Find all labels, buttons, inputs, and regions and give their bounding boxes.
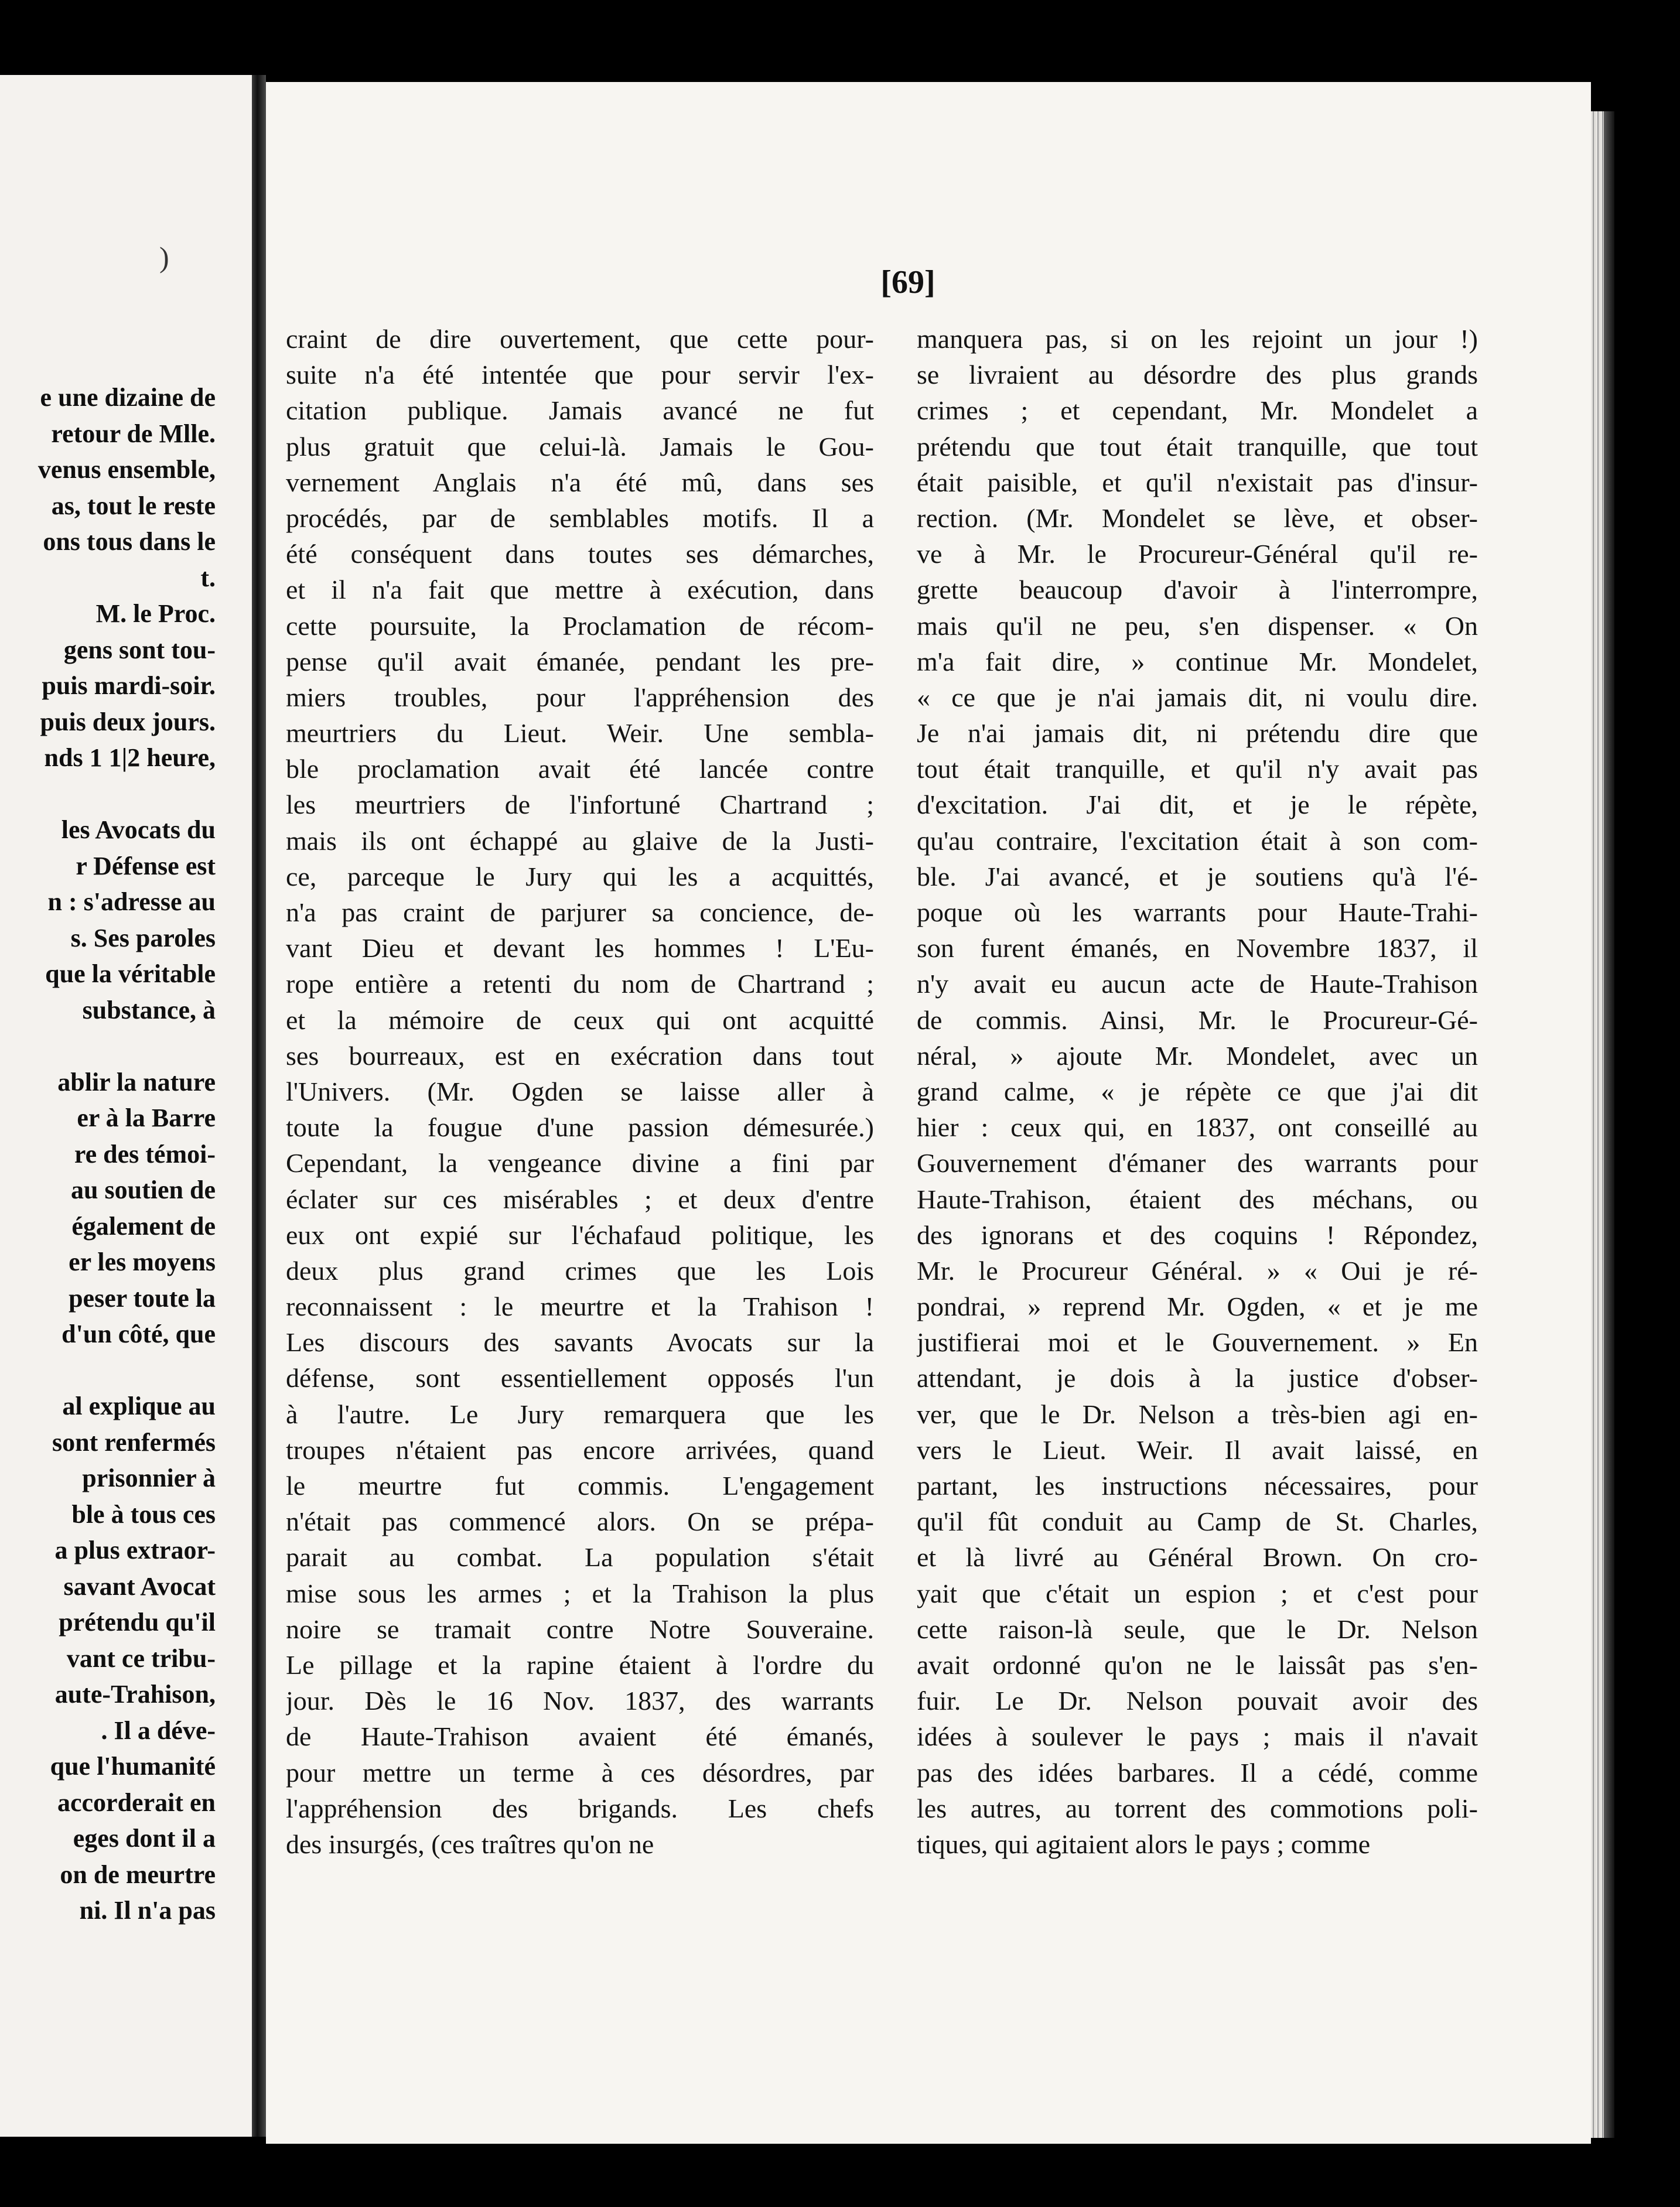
text-line: procédés, par de semblables motifs. Il a xyxy=(286,503,874,533)
text-line: vernement Anglais n'a été mû, dans ses xyxy=(286,467,874,497)
text-line: Je n'ai jamais dit, ni prétendu dire que xyxy=(917,718,1478,749)
text-line: et la mémoire de ceux qui ont acquitté xyxy=(286,1005,874,1035)
previous-page-line: ni. Il n'a pas xyxy=(79,1896,216,1925)
text-line: mais qu'il ne peu, s'en dispenser. « On xyxy=(917,610,1478,641)
text-line: pour mettre un terme à ces désordres, par xyxy=(286,1757,874,1788)
text-line: Les discours des savants Avocats sur la xyxy=(286,1327,874,1358)
text-line: n'était pas commencé alors. On se prépa- xyxy=(286,1506,874,1537)
text-line: Le pillage et la rapine étaient à l'ordre du xyxy=(286,1649,874,1680)
previous-page-line: al explique au xyxy=(62,1392,216,1420)
text-line: m'a fait dire, » continue Mr. Mondelet, xyxy=(917,646,1478,677)
text-line: pondrai, » reprend Mr. Ogden, « et je me xyxy=(917,1292,1478,1322)
text-line: de Haute-Trahison avaient été émanés, xyxy=(286,1721,874,1752)
previous-page-line: puis mardi-soir. xyxy=(42,671,216,700)
text-line: ses bourreaux, est en exécration dans tout xyxy=(286,1040,874,1071)
previous-page-line: substance, à xyxy=(82,995,216,1024)
text-line: ce, parceque le Jury qui les a acquittés, xyxy=(286,861,874,891)
text-line: et là livré au Général Brown. On cro- xyxy=(917,1542,1478,1573)
previous-page-line: as, tout le reste xyxy=(51,491,216,520)
text-line: poque où les warrants pour Haute-Trahi- xyxy=(917,897,1478,927)
previous-page-line: r Défense est xyxy=(76,851,216,880)
previous-page-line xyxy=(0,1028,216,1064)
page-number: [69] xyxy=(880,264,935,300)
previous-page-line: ablir la nature xyxy=(57,1067,216,1096)
text-line: manquera pas, si on les rejoint un jour !) xyxy=(917,324,1478,354)
previous-page-text xyxy=(0,380,216,1929)
text-line: éclater sur ces misérables ; et deux d'entre xyxy=(286,1184,874,1214)
previous-page-line: vant ce tribu- xyxy=(66,1644,216,1673)
text-line: pas des idées barbares. Il a cédé, comme xyxy=(917,1757,1478,1788)
text-line: reconnaissent : le meurtre et la Trahison ! xyxy=(286,1292,874,1322)
text-line: partant, les instructions nécessaires, pour xyxy=(917,1471,1478,1501)
previous-page-line: que l'humanité xyxy=(50,1752,216,1781)
text-line: mais ils ont échappé au glaive de la Justi- xyxy=(286,825,874,856)
text-line: parait au combat. La population s'était xyxy=(286,1542,874,1573)
text-line: vers le Lieut. Weir. Il avait laissé, en xyxy=(917,1434,1478,1465)
text-line: fuir. Le Dr. Nelson pouvait avoir des xyxy=(917,1686,1478,1716)
text-column-right xyxy=(917,321,1478,1862)
previous-page-line: aute-Trahison, xyxy=(54,1680,216,1709)
text-line: les autres, au torrent des commotions poli- xyxy=(917,1793,1478,1823)
previous-page-line: ons tous dans le xyxy=(43,527,216,556)
page-edge-shadow xyxy=(1604,111,1614,2138)
text-line: ble proclamation avait été lancée contre xyxy=(286,754,874,784)
previous-page-line: M. le Proc. xyxy=(95,599,216,628)
text-line: Cependant, la vengeance divine a fini par xyxy=(286,1148,874,1178)
previous-page-line: puis deux jours. xyxy=(40,707,216,736)
text-line: « ce que je n'ai jamais dit, ni voulu dire. xyxy=(917,682,1478,712)
previous-page-line: les Avocats du xyxy=(61,815,216,844)
previous-page-line: que la véritable xyxy=(45,959,216,988)
text-line: et il n'a fait que mettre à exécution, dans xyxy=(286,575,874,605)
text-line: eux ont expié sur l'échafaud politique, les xyxy=(286,1219,874,1250)
text-line: qu'au contraire, l'excitation était à son com- xyxy=(917,825,1478,856)
text-line: se livraient au désordre des plus grands xyxy=(917,360,1478,390)
text-line: idées à soulever le pays ; mais il n'avait xyxy=(917,1721,1478,1752)
text-line: noire se tramait contre Notre Souveraine. xyxy=(286,1614,874,1644)
text-line: ver, que le Dr. Nelson a très-bien agi en- xyxy=(917,1399,1478,1429)
text-line: attendant, je dois à la justice d'obser- xyxy=(917,1363,1478,1393)
previous-page-line: savant Avocat xyxy=(63,1571,216,1601)
previous-page-line: prisonnier à xyxy=(82,1464,216,1492)
text-line: pense qu'il avait émanée, pendant les pre- xyxy=(286,646,874,677)
text-line: citation publique. Jamais avancé ne fut xyxy=(286,395,874,426)
text-line: crimes ; et cependant, Mr. Mondelet a xyxy=(917,395,1478,426)
text-line: cette raison-là seule, que le Dr. Nelson xyxy=(917,1614,1478,1644)
previous-page-line: au soutien de xyxy=(71,1176,216,1204)
previous-page-line: nds 1 1|2 heure, xyxy=(44,743,216,772)
text-line: deux plus grand crimes que les Lois xyxy=(286,1255,874,1286)
text-line: Mr. le Procureur Général. » « Oui je ré- xyxy=(917,1255,1478,1286)
previous-page-line xyxy=(0,1352,216,1389)
text-line: ble. J'ai avancé, et je soutiens qu'à l'é- xyxy=(917,861,1478,891)
previous-page-line: a plus extraor- xyxy=(54,1536,216,1564)
text-line: grette beaucoup d'avoir à l'interrompre, xyxy=(917,575,1478,605)
previous-page-line: re des témoi- xyxy=(74,1139,216,1169)
previous-page-line: également de xyxy=(71,1211,216,1241)
previous-page-line: peser toute la xyxy=(69,1283,216,1313)
text-line: n'y avait eu aucun acte de Haute-Trahison xyxy=(917,969,1478,999)
text-line: tout était tranquille, et qu'il n'y avait pas xyxy=(917,754,1478,784)
text-line: Haute-Trahison, étaient des méchans, ou xyxy=(917,1184,1478,1214)
previous-page-line: . Il a déve- xyxy=(101,1716,216,1745)
text-line: était paisible, et qu'il n'existait pas d'insur- xyxy=(917,467,1478,497)
text-line: néral, » ajoute Mr. Mondelet, avec un xyxy=(917,1040,1478,1071)
text-line: qu'il fût conduit au Camp de St. Charles, xyxy=(917,1506,1478,1537)
text-line: les meurtriers de l'infortuné Chartrand ; xyxy=(286,790,874,820)
text-line: meurtriers du Lieut. Weir. Une sembla- xyxy=(286,718,874,749)
text-line: des ignorans et des coquins ! Répondez, xyxy=(917,1219,1478,1250)
previous-page-line: s. Ses paroles xyxy=(70,923,216,952)
previous-page-line: on de meurtre xyxy=(60,1860,216,1889)
text-line: prétendu que tout était tranquille, que tout xyxy=(917,431,1478,462)
previous-page-line: sont renfermés xyxy=(52,1427,216,1457)
previous-page-line: t. xyxy=(200,563,216,592)
text-line: son furent émanés, en Novembre 1837, il xyxy=(917,933,1478,964)
previous-page-line: er les moyens xyxy=(69,1248,216,1276)
text-line: ve à Mr. le Procureur-Général qu'il re- xyxy=(917,539,1478,569)
previous-page-line: n : s'adresse au xyxy=(47,887,216,916)
text-column-left xyxy=(286,321,874,1862)
previous-page-line: venus ensemble, xyxy=(37,455,216,484)
text-line: à l'autre. Le Jury remarquera que les xyxy=(286,1399,874,1429)
text-line: n'a pas craint de parjurer sa concience, de- xyxy=(286,897,874,927)
book-gutter xyxy=(252,75,266,2137)
text-line: Gouvernement d'émaner des warrants pour xyxy=(917,1148,1478,1178)
previous-page-line: eges dont il a xyxy=(73,1824,216,1853)
text-line: rection. (Mr. Mondelet se lève, et obser- xyxy=(917,503,1478,533)
previous-page-line: d'un côté, que xyxy=(62,1320,216,1348)
previous-page-line: gens sont tou- xyxy=(63,635,216,664)
text-line: été conséquent dans toutes ses démarches, xyxy=(286,539,874,569)
text-line: le meurtre fut commis. L'engagement xyxy=(286,1471,874,1501)
previous-page-line: accorderait en xyxy=(57,1788,216,1817)
text-line: tiques, qui agitaient alors le pays ; comme xyxy=(917,1829,1371,1859)
text-line: cette poursuite, la Proclamation de récom- xyxy=(286,610,874,641)
text-line: l'Univers. (Mr. Ogden se laisse aller à xyxy=(286,1076,874,1106)
text-line: justifierai moi et le Gouvernement. » En xyxy=(917,1327,1478,1358)
previous-page-fragment xyxy=(0,75,252,2137)
stray-mark: ) xyxy=(159,241,169,274)
text-line: jour. Dès le 16 Nov. 1837, des warrants xyxy=(286,1686,874,1716)
previous-page-line: ble à tous ces xyxy=(71,1499,216,1529)
text-line: rope entière a retenti du nom de Chartrand ; xyxy=(286,969,874,999)
text-line: mise sous les armes ; et la Trahison la plus xyxy=(286,1578,874,1608)
text-line: suite n'a été intentée que pour servir l'ex- xyxy=(286,360,874,390)
text-line: plus gratuit que celui-là. Jamais le Gou- xyxy=(286,431,874,462)
page-edge xyxy=(1591,111,1604,2138)
text-line: de commis. Ainsi, Mr. le Procureur-Gé- xyxy=(917,1005,1478,1035)
previous-page-line: prétendu qu'il xyxy=(59,1608,216,1637)
previous-page-line: er à la Barre xyxy=(77,1104,216,1132)
text-line: d'excitation. J'ai dit, et je le répète, xyxy=(917,790,1478,820)
text-line: défense, sont essentiellement opposés l'un xyxy=(286,1363,874,1393)
text-line: troupes n'étaient pas encore arrivées, quand xyxy=(286,1434,874,1465)
text-line: hier : ceux qui, en 1837, ont conseillé au xyxy=(917,1112,1478,1143)
previous-page-line xyxy=(0,776,216,812)
text-line: avait ordonné qu'on ne le laissât pas s'en- xyxy=(917,1649,1478,1680)
text-line: l'appréhension des brigands. Les chefs xyxy=(286,1793,874,1823)
previous-page-line: e une dizaine de xyxy=(40,383,216,412)
text-line: des insurgés, (ces traîtres qu'on ne xyxy=(286,1829,654,1859)
text-line: miers troubles, pour l'appréhension des xyxy=(286,682,874,712)
text-line: vant Dieu et devant les hommes ! L'Eu- xyxy=(286,933,874,964)
text-line: craint de dire ouvertement, que cette pour- xyxy=(286,324,874,354)
text-line: grand calme, « je répète ce que j'ai dit xyxy=(917,1076,1478,1106)
text-line: toute la fougue d'une passion démesurée.) xyxy=(286,1112,874,1143)
text-line: yait que c'était un espion ; et c'est pour xyxy=(917,1578,1478,1608)
previous-page-line: retour de Mlle. xyxy=(51,419,216,448)
